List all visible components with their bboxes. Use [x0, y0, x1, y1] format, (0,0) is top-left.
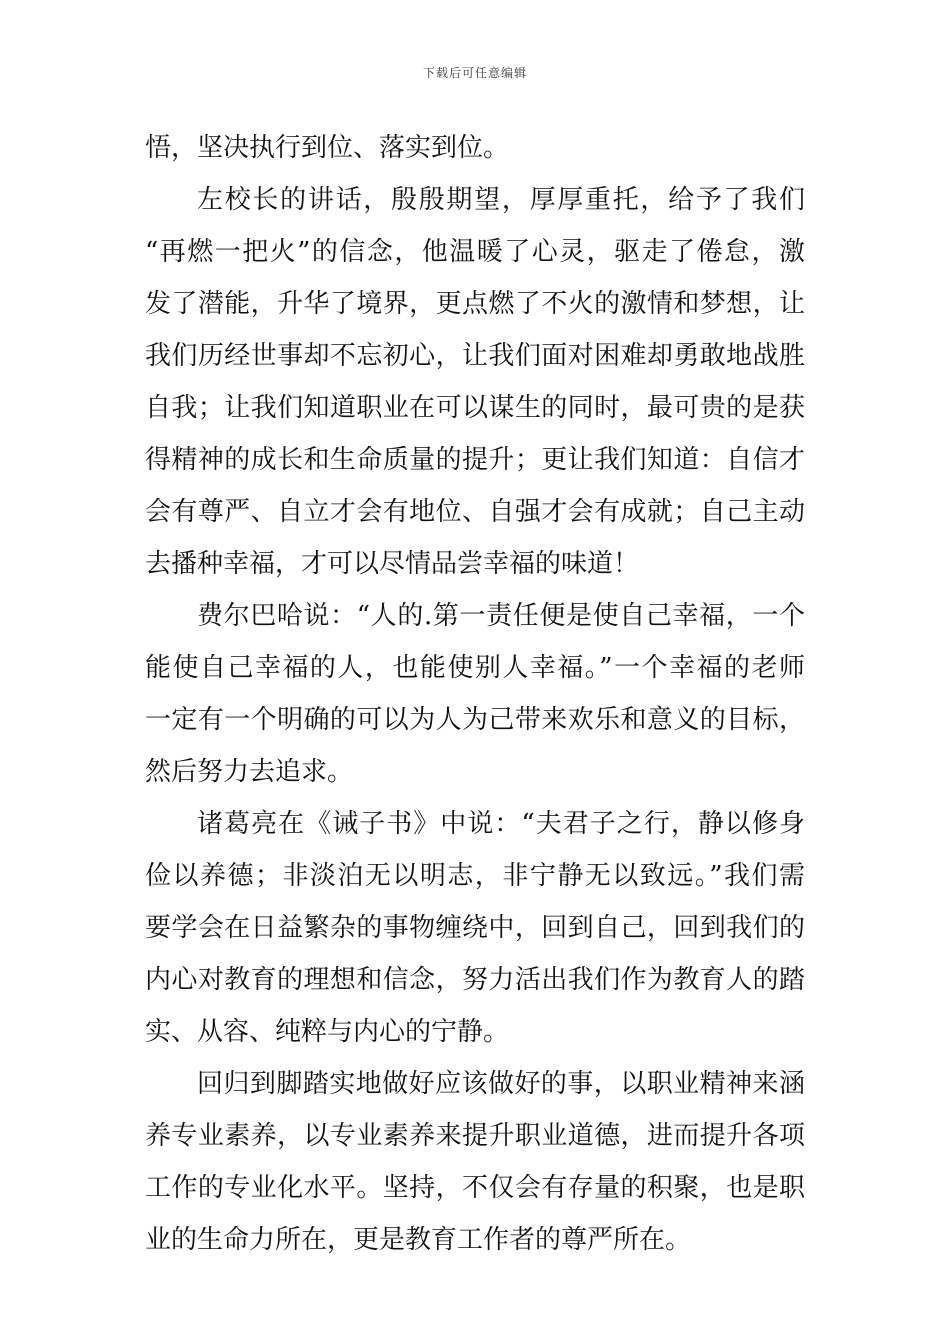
text-line: 悟，坚决执行到位、落实到位。 — [145, 133, 510, 163]
text-line: 实、从容、纯粹与内心的宁静。 — [145, 1017, 510, 1047]
text-line: 一定有一个明确的可以为人为己带来欢乐和意义的目标， — [145, 705, 805, 735]
text-line: 工作的专业化水平。坚持，不仅会有存量的积聚，也是职 — [145, 1173, 805, 1203]
text-line: 能使自己幸福的人，也能使别人幸福。”一个幸福的老师 — [145, 653, 805, 683]
text-line: 俭以养德；非淡泊无以明志，非宁静无以致远。”我们需 — [145, 861, 805, 891]
text-line: 发了潜能，升华了境界，更点燃了不火的激情和梦想，让 — [145, 289, 805, 319]
text-line: 左校长的讲话，殷殷期望，厚厚重托，给予了我们 — [197, 185, 805, 215]
text-line: 得精神的成长和生命质量的提升；更让我们知道：自信才 — [145, 445, 805, 475]
text-line: 费尔巴哈说：“人的.第一责任便是使自己幸福，一个 — [197, 601, 805, 631]
text-line: 去播种幸福，才可以尽情品尝幸福的味道！ — [145, 549, 640, 579]
text-line: 自我；让我们知道职业在可以谋生的同时，最可贵的是获 — [145, 393, 805, 423]
text-line: 诸葛亮在《诫子书》中说：“夫君子之行，静以修身 — [197, 809, 805, 839]
text-line: “再燃一把火”的信念，他温暖了心灵，驱走了倦怠，激 — [145, 237, 805, 267]
text-line: 然后努力去追求。 — [145, 757, 354, 787]
document-body — [145, 122, 805, 1266]
page-header: 下载后可任意编辑 — [422, 66, 527, 80]
text-line: 养专业素养，以专业素养来提升职业道德，进而提升各项 — [145, 1121, 805, 1151]
text-line: 回归到脚踏实地做好应该做好的事，以职业精神来涵 — [197, 1069, 805, 1099]
text-line: 会有尊严、自立才会有地位、自强才会有成就；自己主动 — [145, 497, 805, 527]
text-line: 要学会在日益繁杂的事物缠绕中，回到自己，回到我们的 — [145, 913, 805, 943]
text-line: 我们历经世事却不忘初心，让我们面对困难却勇敢地战胜 — [145, 341, 805, 371]
text-line: 业的生命力所在，更是教育工作者的尊严所在。 — [145, 1225, 692, 1255]
text-line: 内心对教育的理想和信念，努力活出我们作为教育人的踏 — [145, 965, 805, 995]
